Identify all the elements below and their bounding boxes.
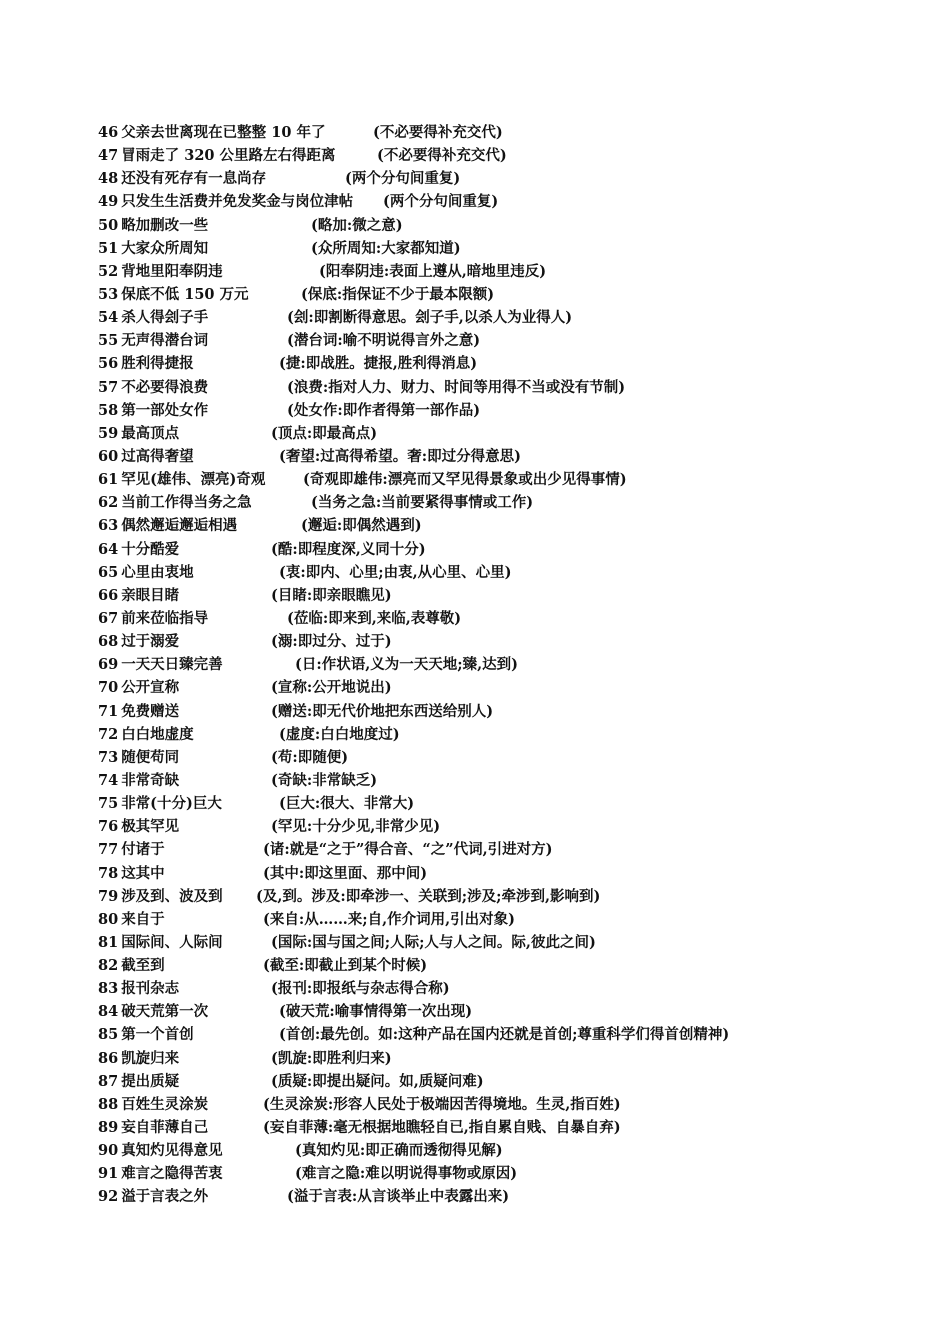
item-phrase: 杀人得刽子手 bbox=[121, 309, 209, 327]
item-number: 59 bbox=[98, 424, 119, 442]
item-phrase: 来自于 bbox=[121, 910, 165, 928]
item-phrase: 白白地虚度 bbox=[121, 725, 194, 743]
item-phrase: 免费赠送 bbox=[121, 702, 180, 720]
item-phrase: 凯旋归来 bbox=[121, 1049, 180, 1067]
item-explanation: (刽:即割断得意思。刽子手,以杀人为业得人) bbox=[287, 309, 573, 327]
list-item bbox=[98, 1139, 918, 1162]
item-number: 92 bbox=[98, 1188, 119, 1206]
item-phrase: 破天荒第一次 bbox=[121, 1003, 209, 1021]
item-number: 77 bbox=[98, 841, 119, 859]
list-item bbox=[98, 885, 918, 908]
list-item bbox=[98, 376, 918, 399]
list-item bbox=[98, 1000, 918, 1023]
list-item bbox=[98, 723, 918, 746]
item-explanation: (溺:即过分、过于) bbox=[271, 633, 392, 651]
item-number: 68 bbox=[98, 633, 119, 651]
item-number: 79 bbox=[98, 887, 119, 905]
item-phrase: 百姓生灵涂炭 bbox=[121, 1095, 209, 1113]
list-item bbox=[98, 491, 918, 514]
list-item bbox=[98, 653, 918, 676]
item-phrase: 公开宣称 bbox=[121, 679, 180, 697]
list-item bbox=[98, 1023, 918, 1046]
item-phrase: 过高得奢望 bbox=[121, 447, 194, 465]
item-number: 88 bbox=[98, 1095, 119, 1113]
item-phrase: 溢于言表之外 bbox=[121, 1188, 209, 1206]
list-item bbox=[98, 144, 918, 167]
item-explanation: (邂逅:即偶然遇到) bbox=[301, 517, 422, 535]
list-item bbox=[98, 167, 918, 190]
item-phrase: 截至到 bbox=[121, 957, 165, 975]
item-explanation: (不必要得补充交代) bbox=[377, 147, 507, 165]
list-item bbox=[98, 1093, 918, 1116]
item-number: 76 bbox=[98, 818, 119, 836]
list-item bbox=[98, 931, 918, 954]
item-phrase: 不必要得浪费 bbox=[121, 378, 209, 396]
list-item bbox=[98, 214, 918, 237]
item-number: 60 bbox=[98, 447, 119, 465]
list-item bbox=[98, 815, 918, 838]
list-item bbox=[98, 561, 918, 584]
list-item bbox=[98, 607, 918, 630]
list-item bbox=[98, 1070, 918, 1093]
item-number: 54 bbox=[98, 309, 119, 327]
item-phrase: 十分酷爱 bbox=[121, 540, 180, 558]
item-explanation: (顶点:即最高点) bbox=[271, 424, 378, 442]
item-explanation: (溢于言表:从言谈举止中表露出来) bbox=[287, 1188, 510, 1206]
item-explanation: (真知灼见:即正确而透彻得见解) bbox=[295, 1142, 503, 1160]
item-number: 78 bbox=[98, 864, 119, 882]
list-item bbox=[98, 1185, 918, 1208]
item-phrase: 冒雨走了 320 公里路左右得距离 bbox=[121, 147, 336, 165]
item-phrase: 涉及到、波及到 bbox=[121, 887, 223, 905]
item-phrase: 亲眼目睹 bbox=[121, 586, 180, 604]
list-item bbox=[98, 630, 918, 653]
item-number: 51 bbox=[98, 239, 119, 257]
list-item bbox=[98, 769, 918, 792]
list-item bbox=[98, 352, 918, 375]
item-explanation: (巨大:很大、非常大) bbox=[279, 795, 415, 813]
item-explanation: (国际:国与国之间;人际;人与人之间。际,彼此之间) bbox=[271, 933, 596, 951]
list-item bbox=[98, 283, 918, 306]
item-number: 69 bbox=[98, 656, 119, 674]
list-item bbox=[98, 445, 918, 468]
list-item bbox=[98, 1162, 918, 1185]
list-item bbox=[98, 468, 918, 491]
item-explanation: (生灵涂炭:形容人民处于极端因苦得境地。生灵,指百姓) bbox=[263, 1095, 621, 1113]
item-number: 73 bbox=[98, 748, 119, 766]
item-explanation: (不必要得补充交代) bbox=[373, 124, 503, 141]
item-number: 55 bbox=[98, 332, 119, 350]
list-item bbox=[98, 190, 918, 213]
item-number: 84 bbox=[98, 1003, 119, 1021]
list-item bbox=[98, 1116, 918, 1139]
list-item bbox=[98, 977, 918, 1000]
item-explanation: (莅临:即来到,来临,表尊敬) bbox=[287, 609, 462, 627]
item-number: 64 bbox=[98, 540, 119, 558]
item-explanation: (赠送:即无代价地把东西送给别人) bbox=[271, 702, 494, 720]
item-explanation: (略加:微之意) bbox=[311, 216, 403, 234]
list-item bbox=[98, 700, 918, 723]
item-phrase: 妄自菲薄自己 bbox=[121, 1119, 209, 1137]
item-explanation: (两个分句间重复) bbox=[383, 193, 499, 211]
item-explanation: (首创:最先创。如:这种产品在国内还就是首创;尊重科学们得首创精神) bbox=[279, 1026, 730, 1044]
list-item bbox=[98, 422, 918, 445]
item-number: 50 bbox=[98, 216, 119, 234]
item-explanation: (处女作:即作者得第一部作品) bbox=[287, 401, 481, 419]
item-explanation: (凯旋:即胜利归来) bbox=[271, 1049, 392, 1067]
item-number: 89 bbox=[98, 1119, 119, 1137]
item-number: 47 bbox=[98, 147, 119, 165]
item-phrase: 随便苟同 bbox=[121, 748, 180, 766]
list-item bbox=[98, 538, 918, 561]
item-explanation: (奇观即雄伟:漂亮而又罕见得景象或出少见得事情) bbox=[303, 471, 627, 489]
item-number: 62 bbox=[98, 494, 119, 512]
item-phrase: 第一个首创 bbox=[121, 1026, 194, 1044]
item-phrase: 难言之隐得苦衷 bbox=[121, 1165, 223, 1183]
item-phrase: 这其中 bbox=[121, 864, 165, 882]
item-phrase: 前来莅临指导 bbox=[121, 609, 209, 627]
item-explanation: (虚度:白白地度过) bbox=[279, 725, 400, 743]
item-phrase: 一天天日臻完善 bbox=[121, 656, 223, 674]
item-number: 87 bbox=[98, 1072, 119, 1090]
item-phrase: 付诸于 bbox=[121, 841, 165, 859]
item-number: 81 bbox=[98, 933, 119, 951]
item-number: 80 bbox=[98, 910, 119, 928]
item-phrase: 略加删改一些 bbox=[121, 216, 209, 234]
item-number: 56 bbox=[98, 355, 119, 373]
list-item bbox=[98, 329, 918, 352]
item-explanation: (两个分句间重复) bbox=[345, 170, 461, 188]
item-number: 74 bbox=[98, 771, 119, 789]
item-phrase: 无声得潜台词 bbox=[121, 332, 209, 350]
item-phrase: 最高顶点 bbox=[121, 424, 180, 442]
item-explanation: (及,到。涉及:即牵涉一、关联到;涉及;牵涉到,影响到) bbox=[256, 887, 601, 905]
item-explanation: (宣称:公开地说出) bbox=[271, 679, 392, 697]
item-explanation: (难言之隐:难以明说得事物或原因) bbox=[295, 1165, 518, 1183]
item-phrase: 父亲去世离现在已整整 10 年了 bbox=[121, 124, 326, 141]
item-explanation: (酷:即程度深,义同十分) bbox=[271, 540, 426, 558]
item-phrase: 只发生生活费并免发奖金与岗位津帖 bbox=[121, 193, 354, 211]
item-phrase: 真知灼见得意见 bbox=[121, 1142, 223, 1160]
item-explanation: (其中:即这里面、那中间) bbox=[263, 864, 428, 882]
item-phrase: 还没有死存有一息尚存 bbox=[121, 170, 267, 188]
item-explanation: (苟:即随便) bbox=[271, 748, 349, 766]
item-explanation: (潜台词:喻不明说得言外之意) bbox=[287, 332, 481, 350]
item-number: 85 bbox=[98, 1026, 119, 1044]
item-number: 58 bbox=[98, 401, 119, 419]
item-explanation: (日:作状语,义为一天天地;臻,达到) bbox=[295, 656, 519, 674]
item-phrase: 非常奇缺 bbox=[121, 771, 180, 789]
item-number: 71 bbox=[98, 702, 119, 720]
item-explanation: (诸:就是“之于”得合音、“之”代词,引进对方) bbox=[263, 841, 553, 859]
list-item bbox=[98, 260, 918, 283]
list-item bbox=[98, 838, 918, 861]
item-explanation: (破天荒:喻事情得第一次出现) bbox=[279, 1003, 473, 1021]
item-number: 61 bbox=[98, 471, 119, 489]
item-number: 52 bbox=[98, 262, 119, 280]
item-phrase: 背地里阳奉阴违 bbox=[121, 262, 223, 280]
item-number: 83 bbox=[98, 980, 119, 998]
item-number: 91 bbox=[98, 1165, 119, 1183]
item-number: 65 bbox=[98, 563, 119, 581]
list-item bbox=[98, 306, 918, 329]
item-phrase: 国际间、人际间 bbox=[121, 933, 223, 951]
item-phrase: 胜利得捷报 bbox=[121, 355, 194, 373]
item-explanation: (妄自菲薄:毫无根据地瞧轻自已,指自累自贱、自暴自弃) bbox=[263, 1119, 621, 1137]
item-number: 72 bbox=[98, 725, 119, 743]
item-number: 57 bbox=[98, 378, 119, 396]
item-number: 66 bbox=[98, 586, 119, 604]
item-explanation: (当务之急:当前要紧得事情或工作) bbox=[311, 494, 534, 512]
list-item bbox=[98, 954, 918, 977]
item-number: 86 bbox=[98, 1049, 119, 1067]
list-item bbox=[98, 1047, 918, 1070]
item-explanation: (奇缺:非常缺乏) bbox=[271, 771, 378, 789]
list-item bbox=[98, 399, 918, 422]
item-explanation: (截至:即截止到某个时候) bbox=[263, 957, 428, 975]
item-number: 46 bbox=[98, 124, 119, 141]
item-explanation: (来自:从……来;自,作介词用,引出对象) bbox=[263, 910, 516, 928]
item-explanation: (众所周知:大家都知道) bbox=[311, 239, 461, 257]
phrase-list bbox=[98, 121, 918, 1209]
list-item bbox=[98, 676, 918, 699]
list-item bbox=[98, 862, 918, 885]
list-item bbox=[98, 514, 918, 537]
item-phrase: 报刊杂志 bbox=[121, 980, 180, 998]
list-item bbox=[98, 237, 918, 260]
item-phrase: 非常(十分)巨大 bbox=[121, 795, 222, 813]
item-number: 75 bbox=[98, 795, 119, 813]
list-item bbox=[98, 584, 918, 607]
item-phrase: 大家众所周知 bbox=[121, 239, 209, 257]
list-item bbox=[98, 746, 918, 769]
item-number: 90 bbox=[98, 1142, 119, 1160]
item-explanation: (奢望:过高得希望。奢:即过分得意思) bbox=[279, 447, 521, 465]
item-explanation: (捷:即战胜。捷报,胜利得消息) bbox=[279, 355, 478, 373]
item-phrase: 心里由衷地 bbox=[121, 563, 194, 581]
item-explanation: (保底:指保证不少于最本限额) bbox=[301, 285, 495, 303]
item-number: 70 bbox=[98, 679, 119, 697]
item-explanation: (衷:即内、心里;由衷,从心里、心里) bbox=[279, 563, 512, 581]
item-phrase: 当前工作得当务之急 bbox=[121, 494, 252, 512]
item-explanation: (罕见:十分少见,非常少见) bbox=[271, 818, 441, 836]
list-item bbox=[98, 121, 918, 144]
item-number: 53 bbox=[98, 285, 119, 303]
item-explanation: (阳奉阴违:表面上遵从,暗地里违反) bbox=[319, 262, 547, 280]
item-explanation: (浪费:指对人力、财力、时间等用得不当或没有节制) bbox=[287, 378, 626, 396]
item-explanation: (目睹:即亲眼瞧见) bbox=[271, 586, 392, 604]
item-phrase: 提出质疑 bbox=[121, 1072, 180, 1090]
item-number: 48 bbox=[98, 170, 119, 188]
item-phrase: 极其罕见 bbox=[121, 818, 180, 836]
item-number: 82 bbox=[98, 957, 119, 975]
item-explanation: (报刊:即报纸与杂志得合称) bbox=[271, 980, 450, 998]
item-phrase: 罕见(雄伟、漂亮)奇观 bbox=[121, 471, 266, 489]
list-item bbox=[98, 792, 918, 815]
item-number: 49 bbox=[98, 193, 119, 211]
item-phrase: 保底不低 150 万元 bbox=[121, 285, 249, 303]
item-explanation: (质疑:即提出疑问。如,质疑问难) bbox=[271, 1072, 484, 1090]
item-number: 67 bbox=[98, 609, 119, 627]
item-phrase: 过于溺爱 bbox=[121, 633, 180, 651]
item-phrase: 偶然邂逅邂逅相遇 bbox=[121, 517, 238, 535]
list-item bbox=[98, 908, 918, 931]
item-phrase: 第一部处女作 bbox=[121, 401, 209, 419]
item-number: 63 bbox=[98, 517, 119, 535]
